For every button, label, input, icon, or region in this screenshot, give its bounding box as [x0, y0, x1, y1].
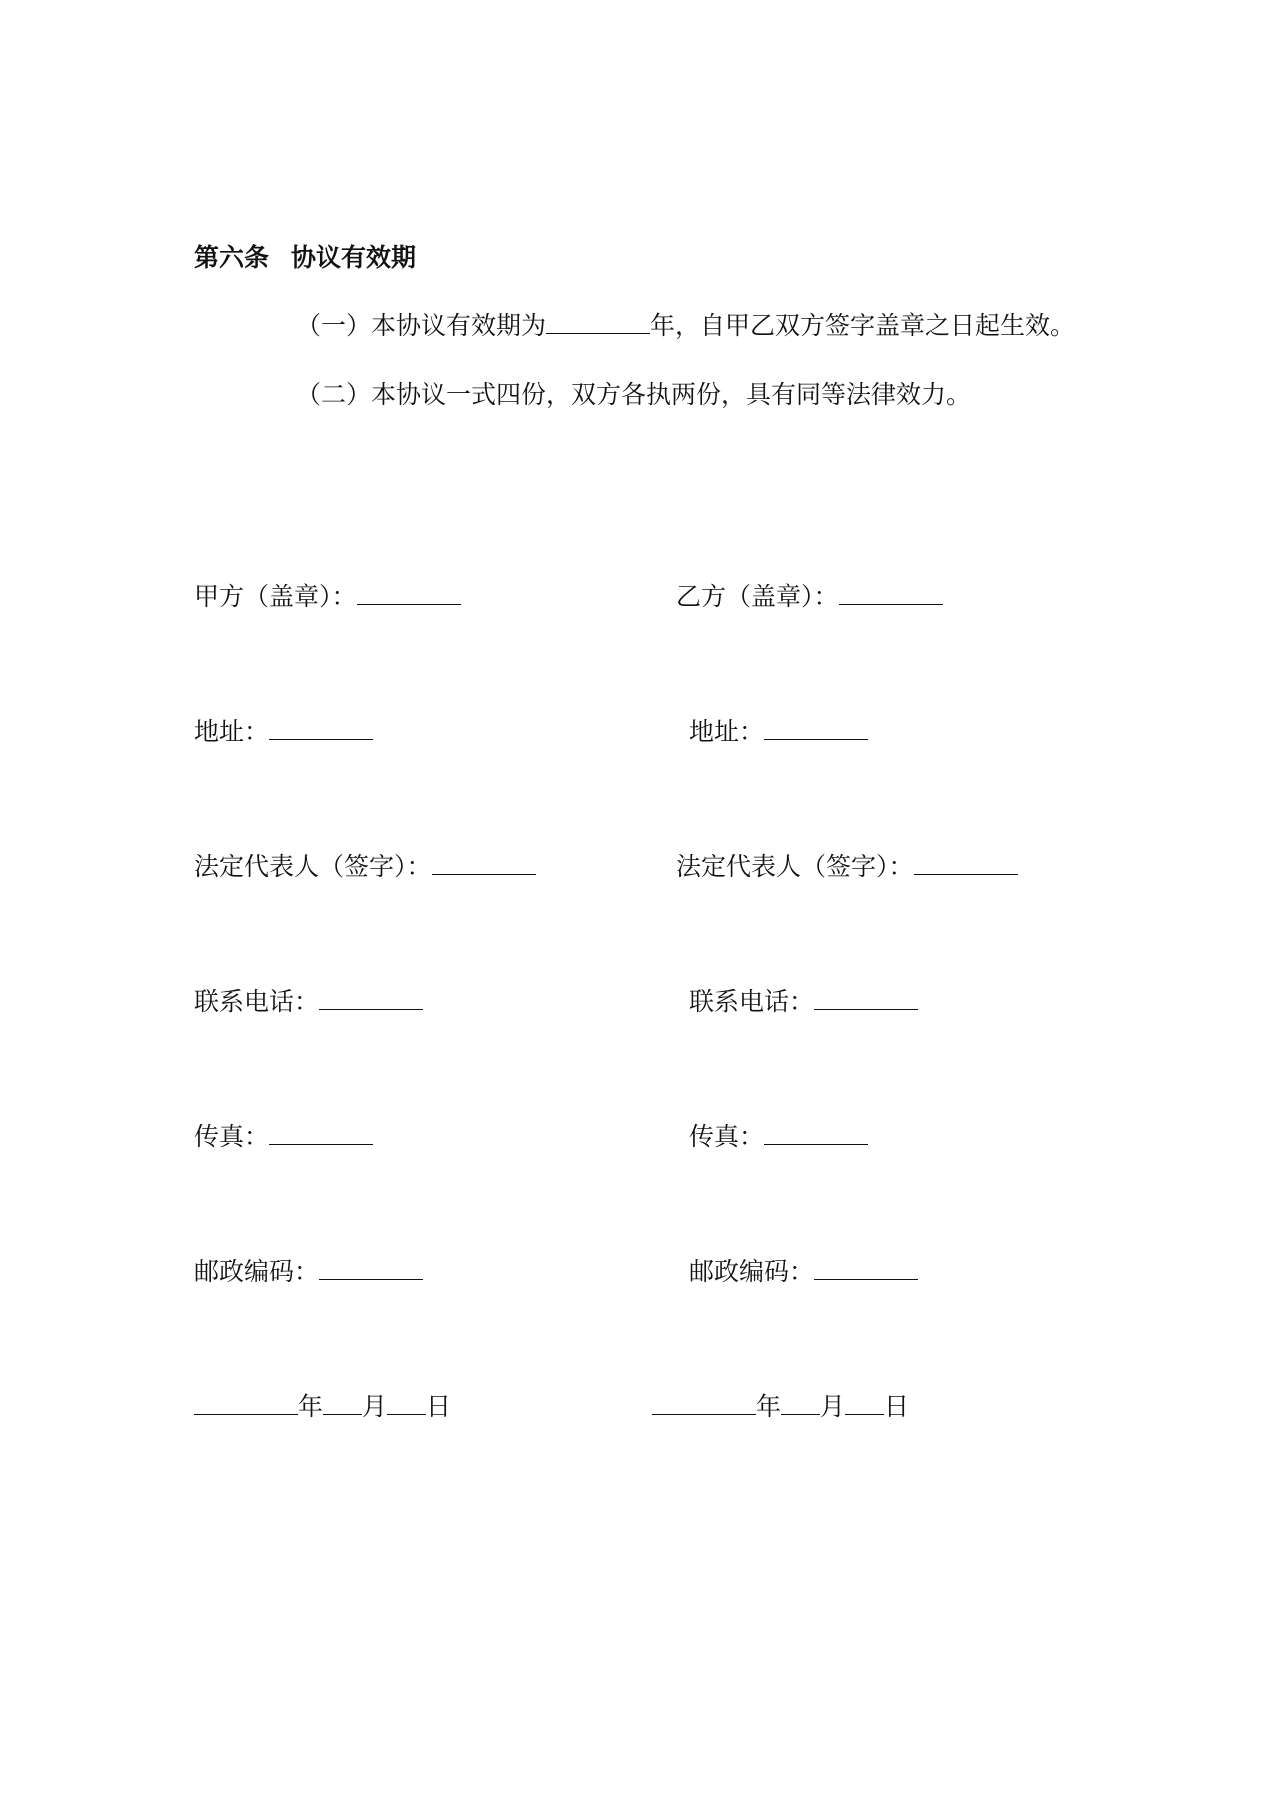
party-a-fax: [194, 1120, 373, 1154]
party-a-postcode-blank[interactable]: [319, 1255, 423, 1280]
party-a-phone-blank[interactable]: [319, 985, 423, 1010]
article-number: 第六条: [194, 243, 270, 272]
party-b-date: [652, 1390, 909, 1424]
article-heading: [194, 241, 416, 275]
party-b-day-blank[interactable]: [845, 1390, 884, 1415]
clause-2: [296, 378, 971, 412]
party-a-phone: [194, 985, 423, 1019]
party-b-representative: [676, 850, 1018, 884]
party-b-year-label: 年: [756, 1392, 782, 1421]
party-b-address-blank[interactable]: [764, 715, 868, 740]
party-b-postcode: [689, 1255, 918, 1289]
party-b-representative-label: 法定代表人（签字）：: [676, 852, 914, 881]
party-b-representative-blank[interactable]: [914, 850, 1018, 875]
clause-1-suffix: 年，自甲乙双方签字盖章之日起生效。: [650, 311, 1076, 340]
party-b-postcode-blank[interactable]: [814, 1255, 918, 1280]
party-b-fax: [689, 1120, 868, 1154]
party-a-month-blank[interactable]: [323, 1390, 362, 1415]
party-a-address-blank[interactable]: [269, 715, 373, 740]
clause-1-prefix: （一）本协议有效期为: [296, 311, 547, 340]
party-b-postcode-label: 邮政编码：: [689, 1257, 815, 1286]
party-a-date: [194, 1390, 451, 1424]
party-b-address: [689, 715, 868, 749]
party-a-seal-blank[interactable]: [357, 580, 461, 605]
party-a-representative: [194, 850, 536, 884]
party-a-address-label: 地址：: [194, 717, 270, 746]
party-b-seal-blank[interactable]: [839, 580, 943, 605]
party-a-phone-label: 联系电话：: [194, 987, 320, 1016]
party-a-fax-label: 传真：: [194, 1122, 270, 1151]
party-a-seal-label: 甲方（盖章）：: [194, 582, 357, 611]
article-title: 协议有效期: [291, 243, 417, 272]
party-a-representative-blank[interactable]: [432, 850, 536, 875]
party-a-seal: [194, 580, 461, 614]
party-b-phone: [689, 985, 918, 1019]
party-a-day-label: 日: [426, 1392, 452, 1421]
party-a-representative-label: 法定代表人（签字）：: [194, 852, 432, 881]
party-b-phone-blank[interactable]: [814, 985, 918, 1010]
party-a-month-label: 月: [362, 1392, 388, 1421]
party-b-year-blank[interactable]: [652, 1390, 756, 1415]
party-a-postcode-label: 邮政编码：: [194, 1257, 320, 1286]
party-b-fax-label: 传真：: [689, 1122, 765, 1151]
party-a-day-blank[interactable]: [387, 1390, 426, 1415]
party-a-fax-blank[interactable]: [269, 1120, 373, 1145]
party-a-postcode: [194, 1255, 423, 1289]
clause-2-text: （二）本协议一式四份，双方各执两份，具有同等法律效力。: [296, 380, 972, 409]
validity-years-blank[interactable]: [546, 309, 650, 334]
party-b-address-label: 地址：: [689, 717, 765, 746]
party-b-fax-blank[interactable]: [764, 1120, 868, 1145]
party-b-month-blank[interactable]: [781, 1390, 820, 1415]
party-b-month-label: 月: [820, 1392, 846, 1421]
party-b-phone-label: 联系电话：: [689, 987, 815, 1016]
party-a-year-blank[interactable]: [194, 1390, 298, 1415]
party-b-seal: [676, 580, 943, 614]
party-a-year-label: 年: [298, 1392, 324, 1421]
party-a-address: [194, 715, 373, 749]
clause-1: [296, 309, 1075, 343]
party-b-seal-label: 乙方（盖章）：: [676, 582, 839, 611]
party-b-day-label: 日: [884, 1392, 910, 1421]
